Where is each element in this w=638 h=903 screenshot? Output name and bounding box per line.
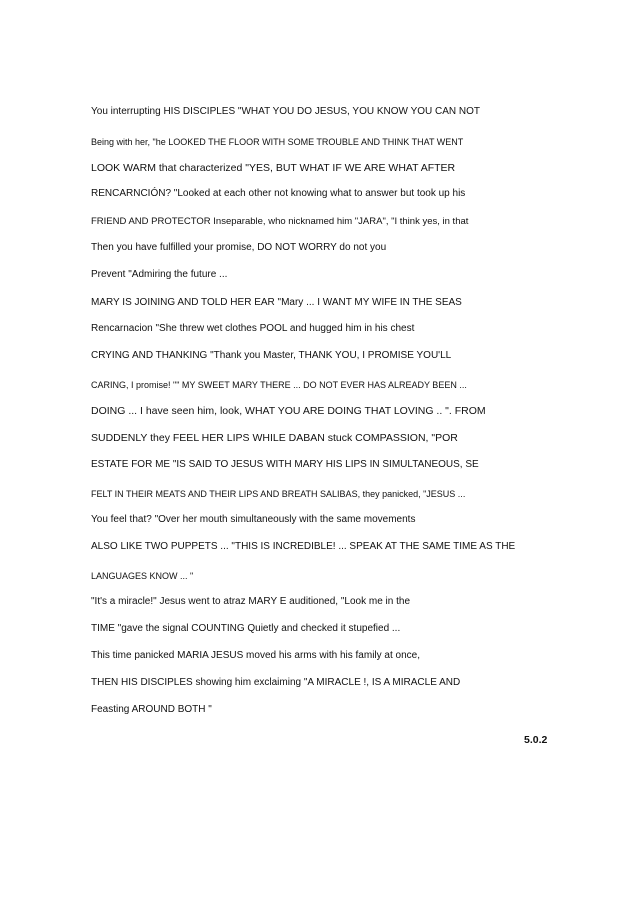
text-line: LANGUAGES KNOW ... " bbox=[91, 571, 194, 581]
text-line: TIME "gave the signal COUNTING Quietly and checked it stupefied ... bbox=[91, 623, 401, 634]
text-line: RENCARNCIÓN? "Looked at each other not knowing what to answer but took up his bbox=[91, 188, 466, 199]
text-line: Being with her, "he LOOKED THE FLOOR WITH SOME TROUBLE AND THINK THAT WENT bbox=[91, 137, 464, 147]
text-line: Prevent "Admiring the future ... bbox=[91, 269, 228, 280]
text-line: CARING, I promise! "" MY SWEET MARY THERE ... DO NOT EVER HAS ALREADY BEEN ... bbox=[91, 380, 467, 390]
text-line: THEN HIS DISCIPLES showing him exclaiming "A MIRACLE !, IS A MIRACLE AND bbox=[91, 677, 461, 688]
text-line: LOOK WARM that characterized "YES, BUT WHAT IF WE ARE WHAT AFTER bbox=[91, 162, 456, 174]
text-line: Then you have fulfilled your promise, DO NOT WORRY do not you bbox=[91, 242, 387, 253]
text-line: DOING ... I have seen him, look, WHAT YOU ARE DOING THAT LOVING .. ". FROM bbox=[91, 405, 486, 417]
text-line: Rencarnacion "She threw wet clothes POOL and hugged him in his chest bbox=[91, 323, 415, 334]
text-line: Feasting AROUND BOTH " bbox=[91, 704, 212, 715]
text-line: SUDDENLY they FEEL HER LIPS WHILE DABAN stuck COMPASSION, "POR bbox=[91, 432, 458, 444]
text-line: FRIEND AND PROTECTOR Inseparable, who nicknamed him "JARA", "I think yes, in that bbox=[91, 216, 469, 227]
text-line: You interrupting HIS DISCIPLES "WHAT YOU DO JESUS, YOU KNOW YOU CAN NOT bbox=[91, 106, 481, 117]
text-line: FELT IN THEIR MEATS AND THEIR LIPS AND BREATH SALIBAS, they panicked, "JESUS ... bbox=[91, 489, 466, 499]
text-line: ESTATE FOR ME "IS SAID TO JESUS WITH MARY HIS LIPS IN SIMULTANEOUS, SE bbox=[91, 459, 479, 470]
text-line: You feel that? "Over her mouth simultaneously with the same movements bbox=[91, 514, 416, 525]
text-line: "It's a miracle!" Jesus went to atraz MARY E auditioned, "Look me in the bbox=[91, 596, 411, 607]
text-line: CRYING AND THANKING "Thank you Master, THANK YOU, I PROMISE YOU'LL bbox=[91, 350, 452, 361]
text-line: This time panicked MARIA JESUS moved his arms with his family at once, bbox=[91, 650, 421, 661]
text-line: ALSO LIKE TWO PUPPETS ... "THIS IS INCREDIBLE! ... SPEAK AT THE SAME TIME AS THE bbox=[91, 541, 516, 552]
text-line: MARY IS JOINING AND TOLD HER EAR "Mary ... I WANT MY WIFE IN THE SEAS bbox=[91, 297, 462, 308]
page-number: 5.0.2 bbox=[524, 734, 548, 746]
